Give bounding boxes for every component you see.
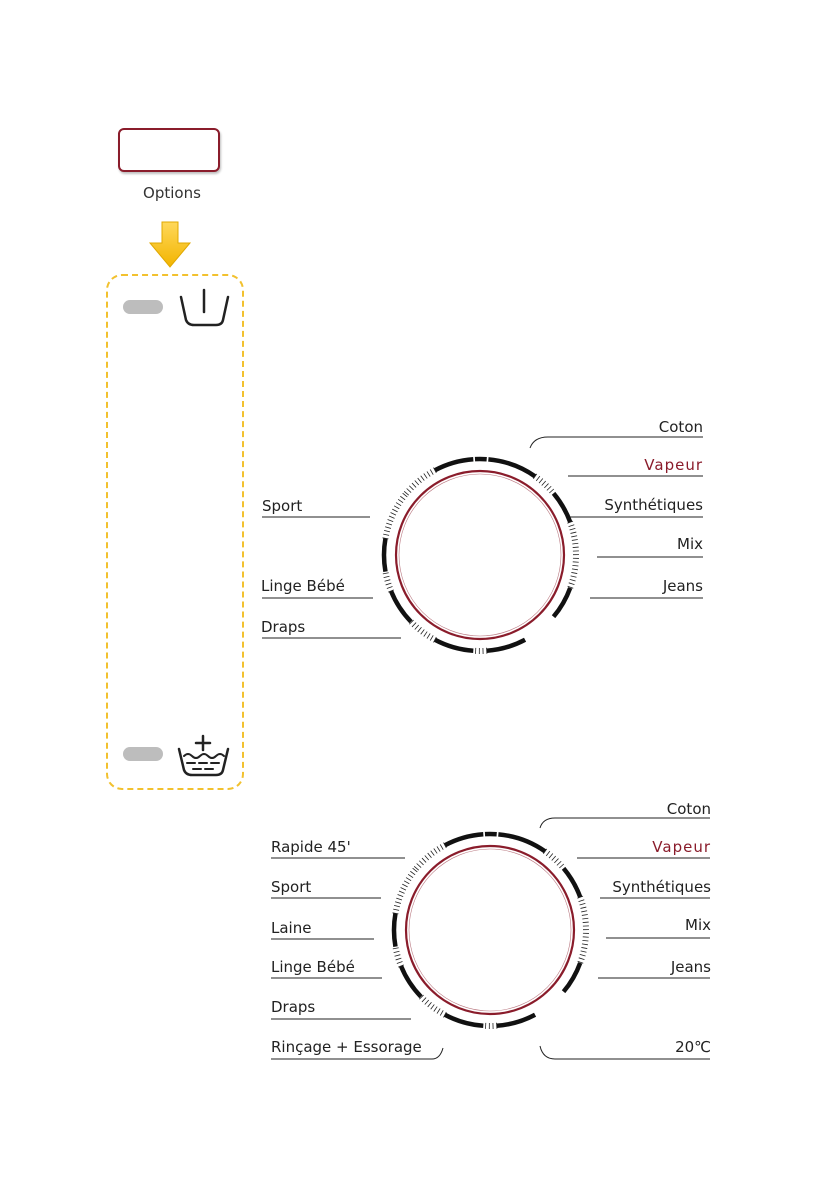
dial-tick <box>581 951 587 952</box>
dial-tick <box>581 911 587 912</box>
dial-segment <box>497 1015 535 1026</box>
dial-tick <box>425 1000 429 1005</box>
dial2-label-draps: Draps <box>271 998 316 1016</box>
dial-tick <box>428 853 432 858</box>
dial-tick <box>406 878 411 881</box>
dial-tick <box>437 1009 440 1014</box>
dial-tick <box>394 905 400 906</box>
dial-tick <box>404 881 409 884</box>
dial-tick <box>417 863 421 867</box>
dial-tick <box>581 947 587 948</box>
dial-tick <box>557 861 561 865</box>
dial-tick <box>393 948 399 949</box>
dial-tick <box>580 907 586 908</box>
dial1-label-synthetiques: Synthétiques <box>604 496 703 514</box>
dial-tick <box>440 844 443 849</box>
dial1-label-jeans: Jeans <box>662 577 703 595</box>
options-label: Options <box>143 184 201 202</box>
dial2-label-20c: 20℃ <box>675 1038 711 1056</box>
dial-tick <box>546 851 550 856</box>
dial-tick <box>434 1007 437 1012</box>
dial-tick <box>428 1002 432 1007</box>
dial-tick <box>579 900 585 902</box>
dial2-label-linge-bebe: Linge Bébé <box>271 958 355 976</box>
dial-tick <box>582 940 588 941</box>
dial-tick <box>554 859 558 863</box>
dial-tick <box>582 918 588 919</box>
dial-inner-ring <box>406 846 574 1014</box>
dial-tick <box>408 874 413 877</box>
dial2-label-rapide-45: Rapide 45' <box>271 838 351 856</box>
dial-tick <box>434 849 437 854</box>
dial-tick <box>440 1010 443 1015</box>
dial-tick <box>431 851 435 856</box>
dial2-label-mix: Mix <box>685 916 711 934</box>
dial-tick <box>437 846 440 851</box>
dial-tick <box>394 951 400 952</box>
dial-tick <box>399 891 405 893</box>
dial-tick <box>398 895 404 897</box>
dial-tick <box>579 958 585 960</box>
dial-tick <box>582 944 588 945</box>
dial-tick <box>410 871 415 875</box>
dial1-label-coton: Coton <box>658 418 703 436</box>
dial-tick <box>396 898 402 900</box>
dial-segment <box>498 834 545 851</box>
dial-tick <box>580 954 586 956</box>
dial-tick <box>419 861 423 865</box>
dial2-label-sport: Sport <box>271 878 312 896</box>
dial-tick <box>401 888 406 891</box>
dial-tick <box>402 884 407 887</box>
dial-tick <box>395 955 401 957</box>
dial-segment <box>394 913 395 946</box>
dial-tick <box>549 853 553 858</box>
dial-inner-ring-thin <box>409 849 571 1011</box>
leader-line <box>540 818 710 828</box>
dial-tick <box>393 909 399 910</box>
dial-tick <box>431 1004 435 1009</box>
dial-tick <box>397 962 403 964</box>
dial-tick <box>582 915 588 916</box>
dial-tick <box>396 958 402 960</box>
dial-segment <box>445 834 483 845</box>
dial-tick <box>395 902 401 904</box>
dial-tick <box>425 856 429 861</box>
dial-tick <box>422 998 426 1002</box>
dial2-label-laine: Laine <box>271 919 312 937</box>
dial-tick <box>552 856 556 860</box>
dial1-label-vapeur: Vapeur <box>644 456 703 474</box>
dial-tick <box>422 858 426 862</box>
dial2-label-jeans: Jeans <box>670 958 711 976</box>
dial2-label-rincage-essorage: Rinçage + Essorage <box>271 1038 422 1056</box>
dial-tick <box>559 864 563 868</box>
dial1-label-sport: Sport <box>262 497 303 515</box>
dial2-label-coton: Coton <box>666 800 711 818</box>
dial-segment <box>445 1015 483 1026</box>
dial1-label-draps: Draps <box>261 618 306 636</box>
dial2-label-vapeur: Vapeur <box>652 838 711 856</box>
dial-segment <box>401 966 421 997</box>
dial2-label-synthetiques: Synthétiques <box>612 878 711 896</box>
dial1-label-mix: Mix <box>677 535 703 553</box>
dial-tick <box>580 903 586 905</box>
dial1-label-linge-bebe: Linge Bébé <box>261 577 345 595</box>
